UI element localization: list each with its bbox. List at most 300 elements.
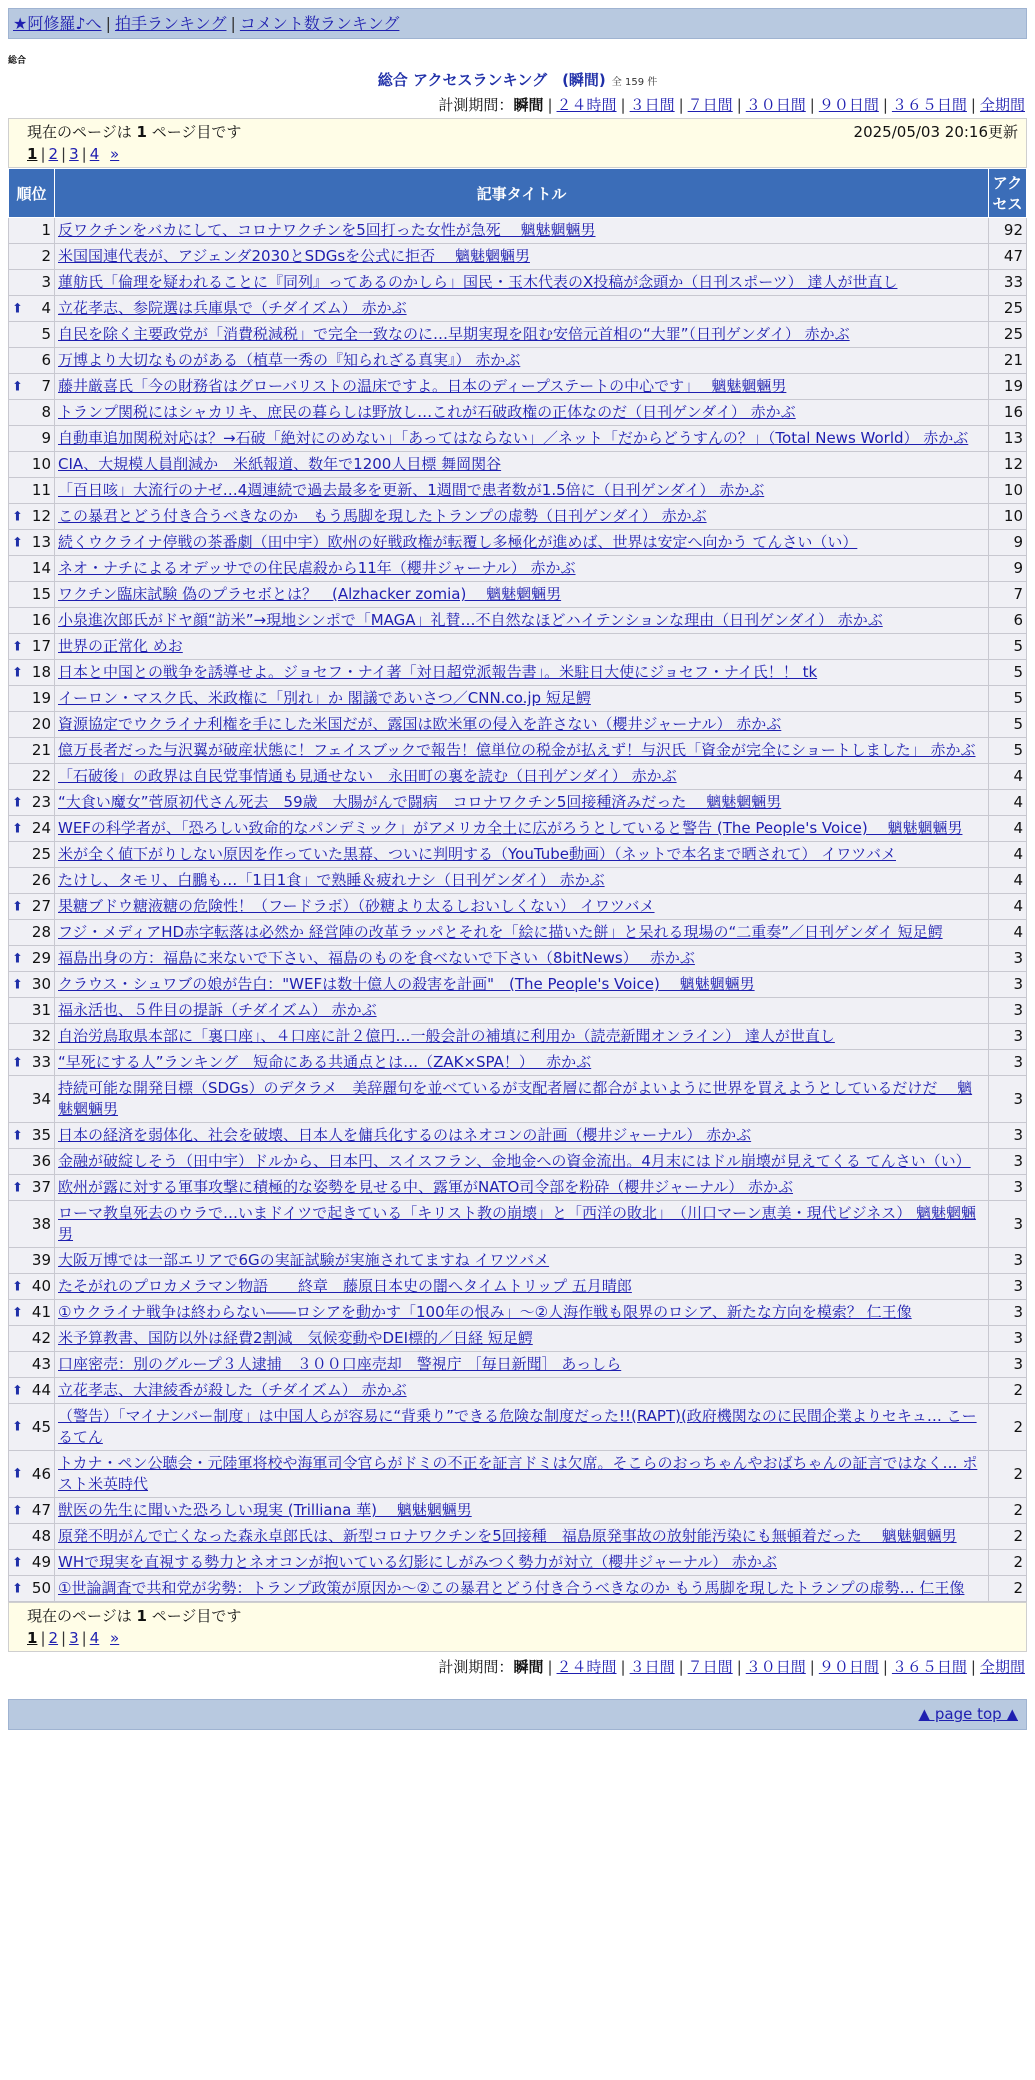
table-row <box>9 478 1027 504</box>
separator: | <box>620 1658 626 1676</box>
table-row <box>9 1123 1027 1149</box>
title-cell <box>55 400 989 426</box>
rank-number: 49 <box>31 1553 51 1571</box>
rank-number: 15 <box>31 585 51 603</box>
pager-page-link[interactable]: 2 <box>48 145 59 163</box>
rank-cell <box>9 894 55 920</box>
title-cell <box>55 582 989 608</box>
access-count: 21 <box>989 348 1027 374</box>
column-header-title: 記事タイトル <box>55 169 989 218</box>
access-count: 4 <box>989 764 1027 790</box>
rank-cell <box>9 400 55 426</box>
article-title-link[interactable]: 世界の正常化 めお <box>58 637 183 655</box>
rank-number: 40 <box>31 1277 51 1295</box>
up-arrow-icon: ⬆ <box>12 509 23 524</box>
title-cell <box>55 790 989 816</box>
separator: | <box>81 145 87 163</box>
up-arrow-icon: ⬆ <box>12 899 23 914</box>
pager-page-link[interactable]: 2 <box>48 1629 59 1647</box>
rank-number: 41 <box>31 1303 51 1321</box>
rank-cell <box>9 218 55 244</box>
separator: | <box>882 96 888 114</box>
title-cell <box>55 452 989 478</box>
pager-next-link[interactable]: » <box>110 1629 120 1647</box>
rank-number: 27 <box>31 897 51 915</box>
article-title-link[interactable]: ①世論調査で共和党が劣勢：トランプ政策が原因か～②この暴君とどう付き合うべきなのか もう馬脚を現したトランプの虚勢… 仁王像 <box>58 1579 965 1597</box>
article-title-link[interactable]: 億万長者だった与沢翼が破産状態に！フェイスブックで報告！億単位の税金が払えず！与沢氏「資金が完全にショートしました」 赤かぶ <box>58 741 976 759</box>
access-count: 3 <box>989 1050 1027 1076</box>
rank-number: 31 <box>31 1001 51 1019</box>
table-header-row <box>9 169 1027 218</box>
rank-cell <box>9 426 55 452</box>
up-arrow-icon: ⬆ <box>12 639 23 654</box>
access-count: 3 <box>989 1274 1027 1300</box>
article-title-link[interactable]: トランプ関税にはシャカリキ、庶民の暮らしは野放し…これが石破政権の正体なのだ（日刊ゲンダイ） 赤かぶ <box>58 403 796 421</box>
total-count: 全 159 件 <box>611 77 658 88</box>
rank-number: 30 <box>31 975 51 993</box>
access-count: 4 <box>989 842 1027 868</box>
access-count: 9 <box>989 556 1027 582</box>
table-row <box>9 1175 1027 1201</box>
period-link[interactable]: ３０日間 <box>745 1658 806 1676</box>
up-arrow-icon: ⬆ <box>12 1555 23 1570</box>
access-count: 2 <box>989 1576 1027 1602</box>
article-title-link[interactable]: 自民を除く主要政党が「消費税減税」で完全一致なのに…早期実現を阻む安倍元首相の“大罪”（日刊ゲンダイ） 赤かぶ <box>58 325 850 343</box>
rank-cell <box>9 1248 55 1274</box>
access-count: 3 <box>989 998 1027 1024</box>
rank-cell <box>9 1576 55 1602</box>
up-arrow-icon: ⬆ <box>12 1419 23 1435</box>
rank-number: 3 <box>41 273 51 291</box>
access-count: 5 <box>989 712 1027 738</box>
article-title-link[interactable]: ワクチン臨床試験 偽のプラセボとは？ (Alzhacker zomia) 魑魅魍魎男 <box>58 585 562 603</box>
access-count: 92 <box>989 218 1027 244</box>
article-title-link[interactable]: 日本の経済を弱体化、社会を破壊、日本人を傭兵化するのはネオコンの計画（櫻井ジャーナル） 赤かぶ <box>58 1126 752 1144</box>
rank-number: 25 <box>31 845 51 863</box>
rank-number: 22 <box>31 767 51 785</box>
access-count: 2 <box>989 1451 1027 1498</box>
table-row <box>9 452 1027 478</box>
rank-number: 6 <box>41 351 51 369</box>
rank-number: 34 <box>31 1089 51 1108</box>
table-row <box>9 1248 1027 1274</box>
table-row <box>9 1352 1027 1378</box>
access-count: 25 <box>989 296 1027 322</box>
period-link[interactable]: ２４時間 <box>556 96 617 114</box>
up-arrow-icon: ⬆ <box>12 1180 23 1195</box>
title-cell <box>55 1352 989 1378</box>
rank-cell <box>9 1498 55 1524</box>
article-title-link[interactable]: 立花孝志、大津綾香が殺した（チダイズム） 赤かぶ <box>58 1381 407 1399</box>
article-title-link[interactable]: 「百日咳」大流行のナゼ…4週連続で過去最多を更新、1週間で患者数が1.5倍に（日刊ゲンダイ） 赤かぶ <box>58 481 765 499</box>
title-cell <box>55 530 989 556</box>
access-count: 47 <box>989 244 1027 270</box>
access-count: 12 <box>989 452 1027 478</box>
top-nav-bar <box>8 8 1027 39</box>
period-link[interactable]: ３０日間 <box>745 96 806 114</box>
footer-bar <box>8 1699 1027 1730</box>
separator: | <box>736 96 742 114</box>
article-title-link[interactable]: CIA、大規模人員削減か 米紙報道、数年で1200人目標 舞岡関谷 <box>58 455 502 473</box>
article-title-link[interactable]: 自治労鳥取県本部に「裏口座」、４口座に計２億円…一般会計の補填に利用か（読売新聞オンライン） 達人が世直し <box>58 1027 835 1045</box>
rank-number: 17 <box>31 637 51 655</box>
access-count: 3 <box>989 1123 1027 1149</box>
title-cell <box>55 478 989 504</box>
access-count: 3 <box>989 1326 1027 1352</box>
rank-cell <box>9 660 55 686</box>
article-title-link[interactable]: 持続可能な開発目標（SDGs）のデタラメ 美辞麗句を並べているが支配者層に都合がよいように世界を買えようとしているだけだ 魑魅魍魎男 <box>58 1079 973 1118</box>
page-info-bottom <box>8 1602 1027 1652</box>
access-count: 2 <box>989 1404 1027 1451</box>
period-link[interactable]: 全期間 <box>979 1658 1025 1676</box>
article-title-link[interactable]: 米予算教書、国防以外は経費2割減 気候変動やDEI標的／日経 短足鰐 <box>58 1329 533 1347</box>
rank-cell <box>9 712 55 738</box>
pager-page-link[interactable]: 3 <box>69 145 79 163</box>
separator: | <box>81 1629 87 1647</box>
access-count: 3 <box>989 1175 1027 1201</box>
title-cell <box>55 1378 989 1404</box>
spacer <box>102 145 107 163</box>
article-title-link[interactable]: 原発不明がんで亡くなった森永卓郎氏は、新型コロナワクチンを5回接種 福島原発事故の放射能汚染にも無頓着だった 魑魅魍魎男 <box>58 1527 957 1545</box>
article-title-link[interactable]: （警告）「マイナンバー制度」は中国人らが容易に“背乗り”できる危険な制度だった!!(RAPT)(政府機関なのに民間企業よりセキュ… こーるてん <box>58 1407 977 1446</box>
article-title-link[interactable]: ローマ教皇死去のウラで…いまドイツで起きている「キリスト教の崩壊」と「西洋の敗北」 （川口マーン恵美・現代ビジネス） 魑魅魍魎男 <box>58 1204 976 1243</box>
period-link[interactable]: ７日間 <box>687 1658 733 1676</box>
page-title: 総合 アクセスランキング (瞬間) <box>377 71 606 89</box>
table-row <box>9 1149 1027 1175</box>
article-title-link[interactable]: この暴君とどう付き合うべきなのか もう馬脚を現したトランプの虚勢（日刊ゲンダイ） 赤かぶ <box>58 507 707 525</box>
period-link[interactable]: ３６５日間 <box>891 1658 967 1676</box>
title-cell <box>55 972 989 998</box>
rank-cell <box>9 504 55 530</box>
access-count: 10 <box>989 478 1027 504</box>
section-tag: 総合 <box>8 56 27 66</box>
period-link[interactable]: ３日間 <box>629 96 675 114</box>
article-title-link[interactable]: “早死にする人”ランキング 短命にある共通点とは…（ZAK×SPA！） 赤かぶ <box>58 1053 592 1071</box>
access-count: 3 <box>989 1201 1027 1248</box>
title-cell <box>55 244 989 270</box>
article-title-link[interactable]: 米国国連代表が、アジェンダ2030とSDGsを公式に拒否 魑魅魍魎男 <box>58 247 530 265</box>
up-arrow-icon: ⬆ <box>12 821 23 836</box>
article-title-link[interactable]: 福島出身の方：福島に来ないで下さい、福島のものを食べないで下さい（8bitNews） 赤かぶ <box>58 949 695 967</box>
title-cell <box>55 686 989 712</box>
article-title-link[interactable]: 反ワクチンをバカにして、コロナワクチンを5回打った女性が急死 魑魅魍魎男 <box>58 221 596 239</box>
page-info-top <box>8 118 1027 168</box>
rank-cell <box>9 790 55 816</box>
table-row <box>9 1576 1027 1602</box>
title-cell <box>55 660 989 686</box>
article-title-link[interactable]: “大食い魔女”菅原初代さん死去 59歳 大腸がんで闘病 コロナワクチン5回接種済みだった 魑魅魍魎男 <box>58 793 782 811</box>
table-row <box>9 270 1027 296</box>
up-arrow-icon: ⬆ <box>12 1466 23 1482</box>
article-title-link[interactable]: 自動車追加関税対応は？→石破「絶対にのめない」「あってはならない」／ネット「だからどうすんの？」（Total News World） 赤かぶ <box>58 429 969 447</box>
access-count: 4 <box>989 894 1027 920</box>
rank-number: 45 <box>31 1417 51 1436</box>
access-count: 3 <box>989 1024 1027 1050</box>
table-row <box>9 712 1027 738</box>
table-row <box>9 556 1027 582</box>
title-cell <box>55 1451 989 1498</box>
rank-cell <box>9 686 55 712</box>
access-count: 33 <box>989 270 1027 296</box>
title-cell <box>55 816 989 842</box>
rank-number: 42 <box>31 1329 51 1347</box>
article-title-link[interactable]: 獣医の先生に聞いた恐ろしい現実 (Trilliana 華) 魑魅魍魎男 <box>58 1501 472 1519</box>
table-row <box>9 582 1027 608</box>
article-title-link[interactable]: 果糖ブドウ糖液糖の危険性！（フードラボ）（砂糖より太るしおいしくない） イワツバメ <box>58 897 655 915</box>
article-title-link[interactable]: 資源協定でウクライナ利権を手にした米国だが、露国は欧米軍の侵入を許さない（櫻井ジャーナル） 赤かぶ <box>58 715 782 733</box>
access-count: 3 <box>989 972 1027 998</box>
rank-cell <box>9 374 55 400</box>
rank-cell <box>9 478 55 504</box>
rank-cell <box>9 842 55 868</box>
title-cell <box>55 894 989 920</box>
title-cell <box>55 374 989 400</box>
table-row <box>9 998 1027 1024</box>
table-row <box>9 764 1027 790</box>
table-row <box>9 1498 1027 1524</box>
period-link[interactable]: ７日間 <box>687 96 733 114</box>
title-cell <box>55 842 989 868</box>
article-title-link[interactable]: 欧州が露に対する軍事攻撃に積極的な姿勢を見せる中、露軍がNATO司令部を粉砕（櫻井ジャーナル） 赤かぶ <box>58 1178 794 1196</box>
page-top-link[interactable]: ▲ page top ▲ <box>918 1705 1018 1723</box>
spacer <box>102 1629 107 1647</box>
article-title-link[interactable]: 大阪万博では一部エリアで6Gの実証試験が実施されてますね イワツバメ <box>58 1251 550 1269</box>
title-cell <box>55 218 989 244</box>
access-count: 9 <box>989 530 1027 556</box>
table-row <box>9 1451 1027 1498</box>
article-title-link[interactable]: フジ・メディアHD赤字転落は必然か 経営陣の改革ラッパとそれを「絵に描いた餅」と呆れる現場の“二重奏”／日刊ゲンダイ 短足鰐 <box>58 923 943 941</box>
table-row <box>9 218 1027 244</box>
period-link[interactable]: ９０日間 <box>818 96 879 114</box>
access-count: 3 <box>989 946 1027 972</box>
title-cell <box>55 868 989 894</box>
table-row <box>9 296 1027 322</box>
article-title-link[interactable]: 小泉進次郎氏がドヤ顔“訪米”→現地シンポで「MAGA」礼賛…不自然なほどハイテンションな理由（日刊ゲンダイ） 赤かぶ <box>58 611 883 629</box>
rank-cell <box>9 1076 55 1123</box>
article-title-link[interactable]: トカナ・ペン公聴会・元陸軍将校や海軍司令官らがドミの不正を証言ドミは欠席。そこらのおっちゃんやおばちゃんの証言ではなく… ポスト米英時代 <box>58 1454 978 1493</box>
access-count: 2 <box>989 1524 1027 1550</box>
article-title-link[interactable]: クラウス・シュワブの娘が告白："WEFは数十億人の殺害を計画" (The People's Voice) 魑魅魍魎男 <box>58 975 755 993</box>
pager-page-link[interactable]: 4 <box>89 1629 100 1647</box>
article-title-link[interactable]: 蓮舫氏「倫理を疑われることに『同列』ってあるのかしら」国民・玉木代表のX投稿が念頭か（日刊スポーツ） 達人が世直し <box>58 273 898 291</box>
rank-cell <box>9 1274 55 1300</box>
table-row <box>9 1550 1027 1576</box>
title-cell <box>55 1524 989 1550</box>
title-cell <box>55 1076 989 1123</box>
rank-cell <box>9 1300 55 1326</box>
rank-cell <box>9 1149 55 1175</box>
updated-timestamp: 2025/05/03 20:16更新 <box>853 123 1018 141</box>
up-arrow-icon: ⬆ <box>12 665 23 680</box>
rank-number: 43 <box>31 1355 51 1373</box>
rank-number: 5 <box>41 325 51 343</box>
title-cell <box>55 504 989 530</box>
period-selector-bottom <box>8 1656 1025 1677</box>
article-title-link[interactable]: ①ウクライナ戦争は終わらない――ロシアを動かす「100年の恨み」～②人海作戦も限界のロシア、新たな方向を模索？ 仁王像 <box>58 1303 912 1321</box>
separator: | <box>547 1658 553 1676</box>
up-arrow-icon: ⬆ <box>12 951 23 966</box>
rank-number: 1 <box>41 221 51 239</box>
access-count: 3 <box>989 1149 1027 1175</box>
article-title-link[interactable]: 「石破後」の政界は自民党事情通も見通せない 永田町の裏を読む（日刊ゲンダイ） 赤かぶ <box>58 767 677 785</box>
title-cell <box>55 634 989 660</box>
title-cell <box>55 1175 989 1201</box>
rank-number: 32 <box>31 1027 51 1045</box>
table-row <box>9 1050 1027 1076</box>
title-cell <box>55 1300 989 1326</box>
article-title-link[interactable]: 立花孝志、参院選は兵庫県で（チダイズム） 赤かぶ <box>58 299 407 317</box>
table-row <box>9 1378 1027 1404</box>
title-cell <box>55 1123 989 1149</box>
table-row <box>9 1326 1027 1352</box>
rank-number: 11 <box>31 481 51 499</box>
up-arrow-icon: ⬆ <box>12 795 23 810</box>
article-title-link[interactable]: たそがれのプロカメラマン物語 終章 藤原日本史の闇へタイムトリップ 五月晴郎 <box>58 1277 632 1295</box>
access-count: 6 <box>989 608 1027 634</box>
table-row <box>9 322 1027 348</box>
nav-link-applause-ranking[interactable]: 拍手ランキング <box>114 14 227 33</box>
up-arrow-icon: ⬆ <box>12 301 23 316</box>
rank-cell <box>9 244 55 270</box>
title-cell <box>55 1024 989 1050</box>
rank-number: 7 <box>41 377 51 395</box>
access-count: 3 <box>989 1248 1027 1274</box>
rank-number: 44 <box>31 1381 51 1399</box>
title-cell <box>55 1201 989 1248</box>
table-row <box>9 868 1027 894</box>
rank-number: 48 <box>31 1527 51 1545</box>
period-label: 計測期間： <box>438 1658 514 1676</box>
rank-cell <box>9 348 55 374</box>
rank-number: 36 <box>31 1152 51 1170</box>
separator: | <box>970 1658 976 1676</box>
article-title-link[interactable]: 米が全く値下がりしない原因を作っていた黒幕、ついに判明する（YouTube動画）（ネットで本名まで晒されて） イワツバメ <box>58 845 896 863</box>
pager-page-link[interactable]: 3 <box>69 1629 79 1647</box>
period-link[interactable]: ３日間 <box>629 1658 675 1676</box>
table-row <box>9 1076 1027 1123</box>
period-link[interactable]: ３６５日間 <box>891 96 967 114</box>
rank-number: 47 <box>31 1501 51 1519</box>
article-title-link[interactable]: 日本と中国との戦争を誘導せよ。ジョセフ・ナイ著「対日超党派報告書」。米駐日大使にジョセフ・ナイ氏！！ tk <box>58 663 818 681</box>
article-title-link[interactable]: たけし、タモリ、白鵬も…「1日1食」で熟睡＆疲れナシ（日刊ゲンダイ） 赤かぶ <box>58 871 605 889</box>
rank-cell <box>9 920 55 946</box>
article-title-link[interactable]: 金融が破綻しそう（田中宇）ドルから、日本円、スイスフラン、金地金への資金流出。4月末にはドル崩壊が見えてくる てんさい（い） <box>58 1152 971 1170</box>
up-arrow-icon: ⬆ <box>12 1128 23 1143</box>
rank-cell <box>9 634 55 660</box>
table-row <box>9 738 1027 764</box>
access-count: 5 <box>989 660 1027 686</box>
rank-cell <box>9 530 55 556</box>
rank-cell <box>9 998 55 1024</box>
pager-page-link[interactable]: 4 <box>89 145 100 163</box>
rank-cell <box>9 1123 55 1149</box>
article-title-link[interactable]: イーロン・マスク氏、米政権に「別れ」か 閣議であいさつ／CNN.co.jp 短足鰐 <box>58 689 591 707</box>
pager-current-page: 1 <box>27 145 38 163</box>
article-title-link[interactable]: ネオ・ナチによるオデッサでの住民虐殺から11年（櫻井ジャーナル） 赤かぶ <box>58 559 576 577</box>
table-row <box>9 348 1027 374</box>
nav-link-ashura-home[interactable]: ★阿修羅♪へ <box>13 14 102 33</box>
article-title-link[interactable]: 口座密売：別のグループ３人逮捕 ３００口座売却 警視庁 ［毎日新聞］ あっしら <box>58 1355 622 1373</box>
nav-link-comment-ranking[interactable]: コメント数ランキング <box>239 14 400 33</box>
article-title-link[interactable]: 万博より大切なものがある（植草一秀の『知られざる真実』） 赤かぶ <box>58 351 521 369</box>
title-cell <box>55 920 989 946</box>
pager-next-link[interactable]: » <box>110 145 120 163</box>
period-label: 計測期間： <box>438 96 514 114</box>
table-row <box>9 946 1027 972</box>
article-title-link[interactable]: 藤井厳喜氏「今の財務省はグローバリストの温床ですよ。日本のディープステートの中心です」 魑魅魍魎男 <box>58 377 787 395</box>
rank-cell <box>9 1404 55 1451</box>
table-row <box>9 244 1027 270</box>
rank-number: 23 <box>31 793 51 811</box>
title-cell <box>55 1404 989 1451</box>
title-cell <box>55 1149 989 1175</box>
period-link[interactable]: 全期間 <box>979 96 1025 114</box>
period-link[interactable]: ２４時間 <box>556 1658 617 1676</box>
table-row <box>9 660 1027 686</box>
access-count: 4 <box>989 790 1027 816</box>
access-count: 10 <box>989 504 1027 530</box>
rank-cell <box>9 868 55 894</box>
rank-cell <box>9 582 55 608</box>
title-cell <box>55 1274 989 1300</box>
access-count: 2 <box>989 1498 1027 1524</box>
article-title-link[interactable]: WEFの科学者が、「恐ろしい致命的なパンデミック」がアメリカ全土に広がろうとしていると警告 (The People's Voice) 魑魅魍魎男 <box>58 819 963 837</box>
rank-number: 38 <box>31 1214 51 1233</box>
rank-number: 26 <box>31 871 51 889</box>
up-arrow-icon: ⬆ <box>12 1055 23 1070</box>
pagination-bottom <box>27 1627 1018 1649</box>
table-row <box>9 894 1027 920</box>
separator: | <box>882 1658 888 1676</box>
up-arrow-icon: ⬆ <box>12 535 23 550</box>
title-cell <box>55 608 989 634</box>
access-count: 25 <box>989 322 1027 348</box>
access-count: 3 <box>989 1076 1027 1123</box>
rank-cell <box>9 1524 55 1550</box>
separator: | <box>970 96 976 114</box>
separator: | <box>736 1658 742 1676</box>
rank-number: 50 <box>31 1579 51 1597</box>
column-header-access: アクセス <box>989 169 1027 218</box>
period-current: 瞬間 <box>513 96 544 114</box>
article-title-link[interactable]: 福永活也、５件目の提訴（チダイズム） 赤かぶ <box>58 1001 377 1019</box>
title-cell <box>55 1248 989 1274</box>
rank-number: 24 <box>31 819 51 837</box>
rank-number: 39 <box>31 1251 51 1269</box>
table-row <box>9 790 1027 816</box>
rank-cell <box>9 322 55 348</box>
pagination-top <box>27 143 1018 165</box>
rank-cell <box>9 1326 55 1352</box>
title-cell <box>55 738 989 764</box>
title-cell <box>55 348 989 374</box>
access-count: 5 <box>989 686 1027 712</box>
period-link[interactable]: ９０日間 <box>818 1658 879 1676</box>
table-row <box>9 374 1027 400</box>
rank-number: 18 <box>31 663 51 681</box>
rank-number: 4 <box>41 299 51 317</box>
rank-cell <box>9 946 55 972</box>
title-cell <box>55 1050 989 1076</box>
title-cell <box>55 1576 989 1602</box>
separator: | <box>40 1629 46 1647</box>
article-title-link[interactable]: 続くウクライナ停戦の茶番劇（田中宇）欧州の好戦政権が転覆し多極化が進めば、世界は安定へ向かう てんさい（い） <box>58 533 858 551</box>
title-cell <box>55 712 989 738</box>
table-row <box>9 426 1027 452</box>
title-cell <box>55 998 989 1024</box>
article-title-link[interactable]: WHで現実を直視する勢力とネオコンが抱いている幻影にしがみつく勢力が対立（櫻井ジャーナル） 赤かぶ <box>58 1553 777 1571</box>
rank-cell <box>9 1352 55 1378</box>
